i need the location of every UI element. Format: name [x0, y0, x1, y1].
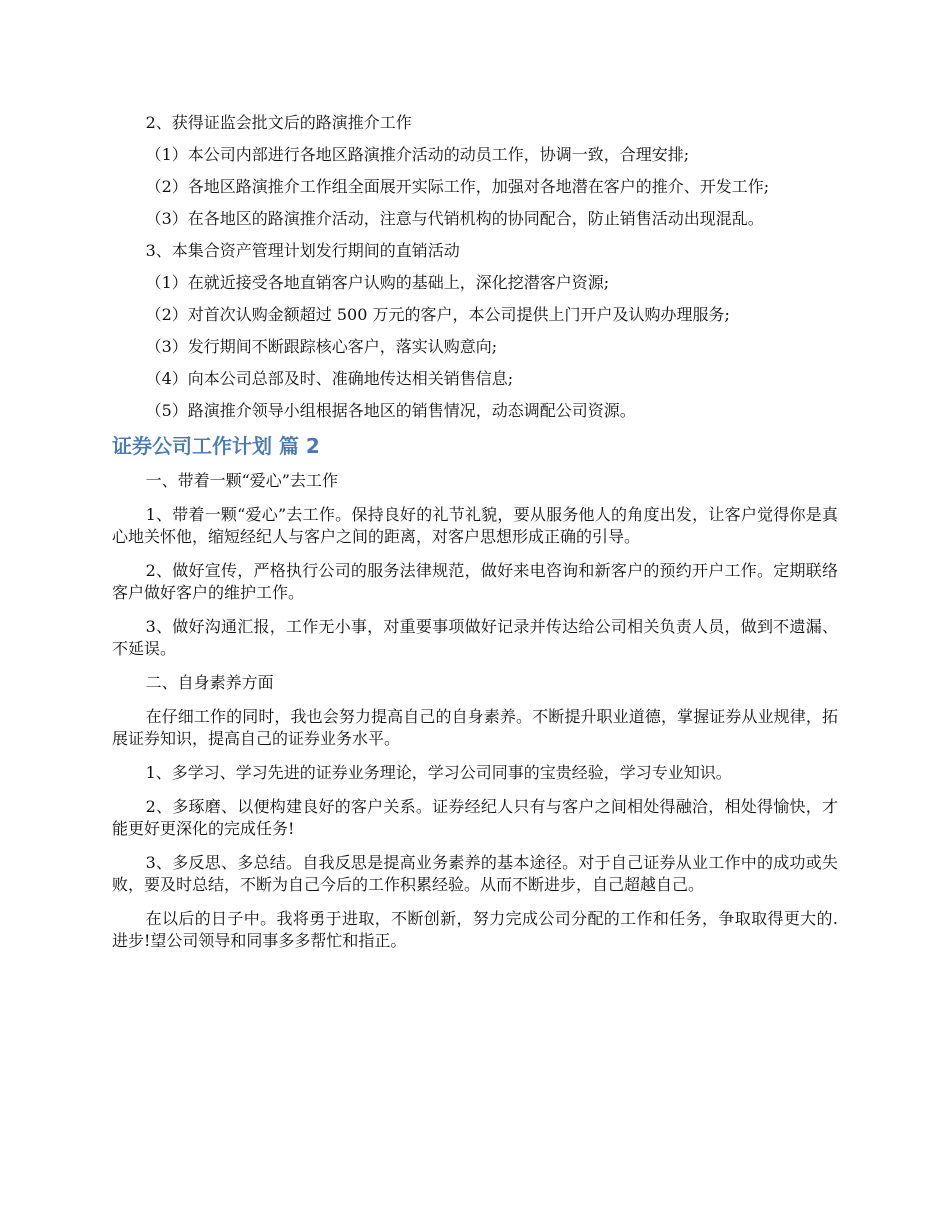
paragraph: （1）本公司内部进行各地区路演推介活动的动员工作，协调一致，合理安排; — [145, 145, 690, 164]
paragraph: 2、多琢磨、以便构建良好的客户关系。证券经纪人只有与客户之间相处得融洽，相处得愉快，才能更好更深化的完成任务! — [112, 797, 838, 838]
paragraph: 一、带着一颗“爱心”去工作 — [145, 471, 338, 490]
paragraph: （2）各地区路演推介工作组全面展开实际工作，加强对各地潜在客户的推介、开发工作; — [145, 177, 770, 196]
paragraph: （3）在各地区的路演推介活动，注意与代销机构的协同配合，防止销售活动出现混乱。 — [145, 209, 764, 228]
paragraph: 1、带着一颗“爱心”去工作。保持良好的礼节礼貌，要从服务他人的角度出发，让客户觉得你是真心地关怀他，缩短经纪人与客户之间的距离，对客户思想形成正确的引导。 — [112, 505, 838, 546]
paragraph: 3、多反思、多总结。自我反思是提高业务素养的基本途径。对于自己证券从业工作中的成功或失败，要及时总结，不断为自己今后的工作积累经验。从而不断进步，自己超越自己。 — [112, 853, 838, 894]
paragraph: 二、自身素养方面 — [145, 673, 274, 692]
paragraph: 2、获得证监会批文后的路演推介工作 — [145, 113, 412, 132]
paragraph: 1、多学习、学习先进的证券业务理论，学习公司同事的宝贵经验，学习专业知识。 — [145, 763, 732, 782]
paragraph: （4）向本公司总部及时、准确地传达相关销售信息; — [145, 369, 514, 388]
paragraph: 在以后的日子中。我将勇于进取，不断创新，努力完成公司分配的工作和任务，争取取得更大的.进步!望公司领导和同事多多帮忙和指正。 — [112, 909, 838, 950]
paragraph: （5）路演推介领导小组根据各地区的销售情况，动态调配公司资源。 — [145, 401, 636, 420]
paragraph: （3）发行期间不断跟踪核心客户，落实认购意向; — [145, 337, 498, 356]
paragraph: （1）在就近接受各地直销客户认购的基础上，深化挖潜客户资源; — [145, 273, 610, 292]
section-heading: 证券公司工作计划 篇 2 — [112, 434, 320, 458]
paragraph: 2、做好宣传，严格执行公司的服务法律规范，做好来电咨询和新客户的预约开户工作。定期联络客户做好客户的维护工作。 — [112, 561, 838, 602]
paragraph: 在仔细工作的同时，我也会努力提高自己的自身素养。不断提升职业道德，掌握证券从业规律，拓展证券知识，提高自己的证券业务水平。 — [112, 707, 838, 748]
paragraph: 3、做好沟通汇报，工作无小事，对重要事项做好记录并传达给公司相关负责人员，做到不遗漏、不延误。 — [112, 617, 838, 658]
paragraph: （2）对首次认购金额超过 500 万元的客户，本公司提供上门开户及认购办理服务; — [145, 305, 730, 324]
paragraph: 3、本集合资产管理计划发行期间的直销活动 — [145, 241, 460, 260]
